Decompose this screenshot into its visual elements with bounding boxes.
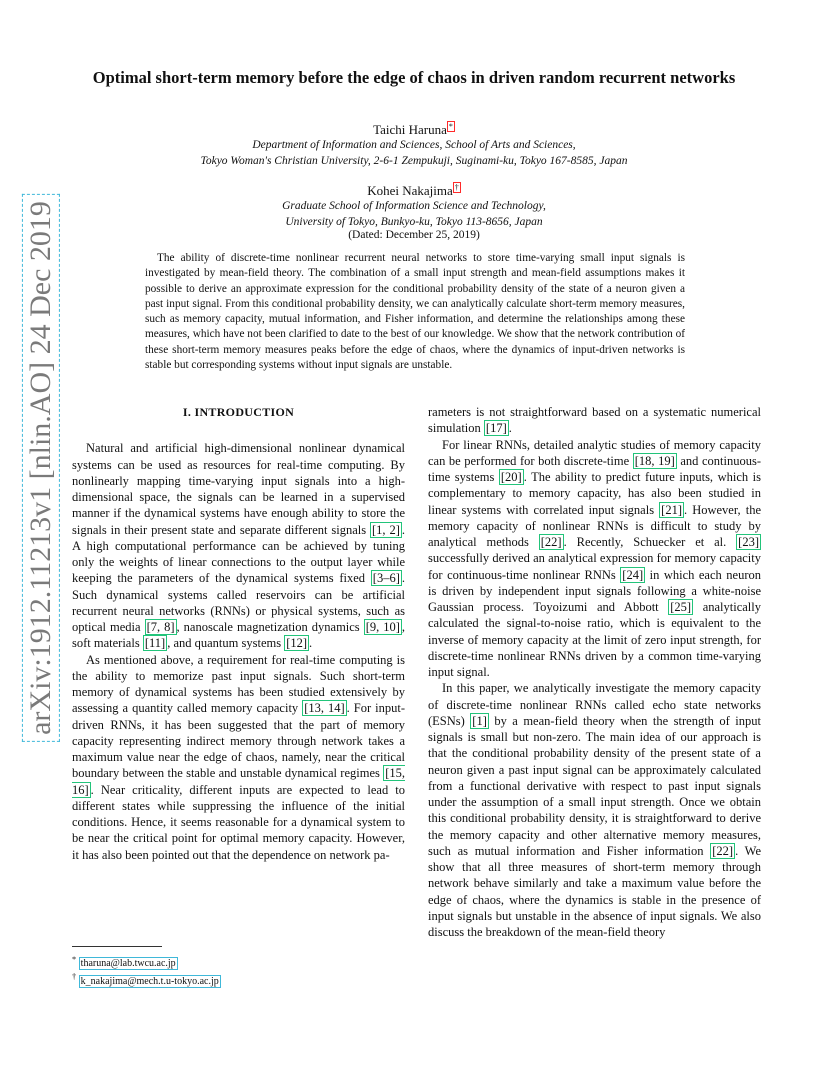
footnote-link[interactable]: * — [448, 121, 453, 131]
paper-title: Optimal short-term memory before the edge of chaos in driven random recurrent networks — [92, 68, 736, 87]
citation-link[interactable]: [11] — [144, 636, 166, 651]
citation-link[interactable]: [17] — [485, 421, 507, 436]
author-name: Taichi Haruna — [373, 122, 447, 137]
paragraph — [428, 404, 761, 437]
author-name: Kohei Nakajima — [367, 183, 453, 198]
footnote-divider — [72, 946, 162, 947]
paragraph — [428, 437, 761, 681]
footnote-link[interactable]: † — [454, 182, 459, 192]
paragraph-text: , and quantum systems — [167, 636, 285, 651]
affiliation-1 — [70, 138, 758, 169]
affiliation-line: Graduate School of Information Science and Technology, — [282, 200, 546, 212]
arxiv-stamp — [20, 190, 62, 745]
paragraph-text: . For input-driven RNNs, it has been suggested that the part of memory capacity representing indirect memory through network takes a maximum value near the edge of chaos, namely, near the critical boundary between the stable and unstable dynamical regimes — [72, 701, 405, 781]
paragraph-text: . — [309, 636, 313, 651]
paragraph-text: , soft materials — [72, 620, 406, 651]
paragraph-text: As mentioned above, a requirement for real-time computing is the ability to memorize past input signals. Such short-term memory of dynamical systems has been studied extensively by assessing a quantity called memory capacity — [72, 652, 405, 716]
paragraph-text: . A high computational performance can be achieved by tuning only the weights of linear connections to the output layer while keeping the parameters of the dynamical systems fixed — [72, 522, 405, 586]
author-2 — [70, 183, 758, 199]
paragraph-text: . We show that all three measures of short-term memory through network behave similarly and take a maximum value before the edge of chaos, where the dynamics is stable in the presence of input signals but unstable in the absence of input signals. We also discuss the breakdown of the mean-field theory — [428, 843, 762, 939]
footnote: † k_nakajima@mech.t.u-tokyo.ac.jp — [72, 972, 219, 987]
citation-link[interactable]: [22] — [540, 535, 562, 549]
paragraph-text: successfully derived an analytical expression for memory capacity for continuous-time nonlinear RNNs — [428, 551, 761, 582]
citation-link[interactable]: [3–6] — [372, 571, 400, 586]
affiliation-line: Department of Information and Sciences, School of Arts and Sciences, — [252, 139, 576, 151]
paragraph-text: in which each neuron is driven by independent input signals following a white-noise Gaussian process. Toyoizumi and Abbott — [428, 567, 761, 614]
email-link[interactable]: tharuna@lab.twcu.ac.jp — [80, 958, 176, 970]
citation-link[interactable]: [1, 2] — [372, 522, 400, 537]
paragraph-text: . Recently, Schuecker et al. — [563, 535, 737, 549]
citation-link[interactable]: [21] — [661, 502, 682, 517]
arxiv-identifier-link[interactable]: arXiv:1912.11213v1 [nlin.AO] 24 Dec 2019 — [22, 194, 60, 742]
right-column-body — [428, 404, 761, 940]
paragraph-text: . Such dynamical systems called reservoirs can be artificial recurrent neural networks (RNNs) or physical systems, such as optical media — [72, 571, 405, 634]
paragraph-text: by a mean-field theory when the strength of input signals is small but non-zero. The main idea of our approach is that the conditional probability density of the present state of a neuron given a past input signal can be approximately calculated from a functional derivative with respect to past input signals under the assumption of a small input strength. Once we obtain this conditional probability density, it is straightforward to derive the memory capacity and other alternative memory measures, such as mutual information and Fisher information — [428, 713, 761, 858]
paragraph-text: . — [508, 421, 512, 436]
section-heading: I. INTRODUCTION — [182, 405, 295, 419]
footnote: * tharuna@lab.twcu.ac.jp — [72, 955, 176, 970]
email-link[interactable]: k_nakajima@mech.t.u-tokyo.ac.jp — [80, 975, 219, 987]
paragraph-text: , nanoscale magnetization dynamics — [176, 620, 364, 634]
author-1 — [70, 122, 758, 138]
abstract: The ability of discrete-time nonlinear recurrent neural networks to store time-varying small input signals is investigated by mean-field theory. The combination of a small input strength and mean-field assumptions makes it possible to derive an approximate expression for the conditional probability density of the state of a neuron given a past input signal. From this conditional probability density, we can analytically calculate short-term memory measures, such as memory capacity, mutual information, and Fisher information, and determine the relationships among these measures, which have not been clarified to date to the best of our knowledge. We show that the network contribution of these short-term memory measures peaks before the edge of chaos, where the dynamics of input-driven networks is stable but corresponding systems without input signals are unstable. — [145, 252, 685, 372]
citation-link[interactable]: [9, 10] — [365, 620, 400, 634]
citation-link[interactable]: [1] — [472, 713, 487, 728]
paragraph-text: . Near criticality, different inputs are expected to lead to different states while suppressing the influence of the initial conditions. Hence, it seems reasonable for a dynamical system to be near the critical point for optimal memory capacity. However, it has also been pointed out that the dependence on network pa- — [72, 782, 405, 862]
affiliation-line: University of Tokyo, Bunkyo-ku, Tokyo 113-8656, Japan — [285, 215, 543, 228]
paragraph-text: rameters is not straightforward based on a systematic numerical simulation — [428, 405, 761, 436]
citation-link[interactable]: [25] — [670, 600, 692, 614]
paragraph-text: and continuous-time systems — [428, 453, 761, 484]
paragraph-text: In this paper, we analytically investigate the memory capacity of discrete-time nonlinear RNNs called echo state networks (ESNs) — [428, 681, 761, 728]
paragraph-text: . However, the memory capacity of nonlinear RNNs is difficult to study by analytical methods — [428, 502, 761, 549]
citation-link[interactable]: [12] — [286, 636, 308, 651]
citation-link[interactable]: [24] — [622, 567, 644, 582]
left-column — [72, 404, 405, 863]
affiliation-line: Tokyo Woman's Christian University, 2-6-1 Zempukuji, Suginami-ku, Tokyo 167-8585, Japan — [200, 154, 628, 167]
paragraph-text: analytically calculated the signal-to-noise ratio, which is equivalent to the inverse of memory capacity at the limit of zero input strength, for discrete-time nonlinear RNNs driven by a common time-varying input signal. — [428, 600, 761, 679]
date-line: (Dated: December 25, 2019) — [348, 229, 480, 241]
paragraph — [72, 440, 405, 651]
paragraph-text: . The ability to predict future inputs, which is complementary to memory capacity, has also been studied in linear systems with correlated input signals — [428, 470, 761, 517]
paragraph — [428, 680, 761, 940]
citation-link[interactable]: [20] — [500, 470, 522, 484]
paragraph-text: Natural and artificial high-dimensional nonlinear dynamical systems can be used as resources for real-time computing. By nonlinearly mapping time-varying input signals into a high-dimensional space, the signals can be learned in a supervised manner if the dynamical systems have enough ability to store the signals in their present state and separate different signals — [72, 441, 405, 537]
left-column-body — [72, 440, 405, 863]
paragraph — [72, 652, 405, 863]
affiliation-2 — [70, 199, 758, 230]
right-column — [428, 404, 761, 940]
citation-link[interactable]: [18, 19] — [634, 453, 675, 468]
citation-link[interactable]: [15, 16] — [72, 766, 405, 797]
citation-link[interactable]: [7, 8] — [146, 620, 175, 634]
footnotes — [72, 953, 412, 988]
citation-link[interactable]: [23] — [738, 535, 759, 549]
citation-link[interactable]: [13, 14] — [304, 701, 345, 716]
citation-link[interactable]: [22] — [712, 843, 734, 858]
paragraph-text: For linear RNNs, detailed analytic studies of memory capacity can be performed for both discrete-time — [428, 437, 761, 468]
